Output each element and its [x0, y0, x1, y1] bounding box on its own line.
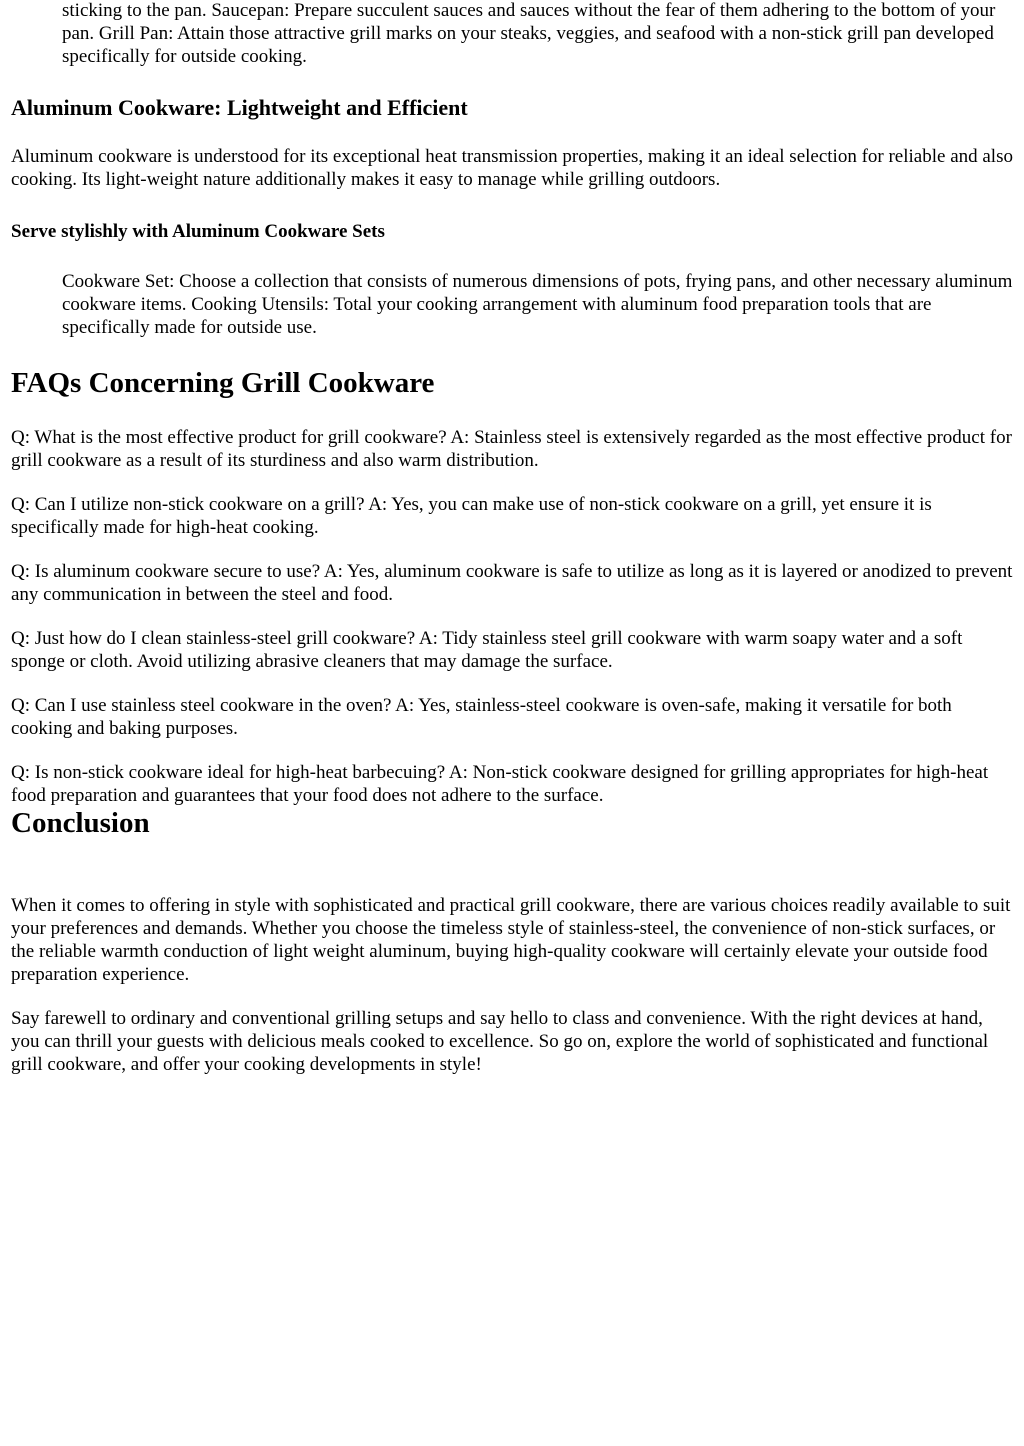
faq-item: Q: Can I utilize non-stick cookware on a grill? A: Yes, you can make use of non-stick cookware on a grill, yet ensure it is specifically made for high-heat cooking. — [11, 494, 932, 538]
faq-item: Q: Is non-stick cookware ideal for high-heat barbecuing? A: Non-stick cookware designed for grilling appropriates for high-heat food preparation and guarantees that your food does not adhere to the surface. — [11, 762, 989, 806]
faq-item: Q: Just how do I clean stainless-steel grill cookware? A: Tidy stainless steel grill cookware with warm soapy water and a soft sponge or cloth. Avoid utilizing abrasive cleaners that may damage the surface. — [11, 628, 963, 672]
aluminum-paragraph: Aluminum cookware is understood for its exceptional heat transmission properties, making it an ideal selection for reliable and also cooking. Its light-weight nature additionally makes it easy to manage while grilling outdoors. — [11, 146, 1013, 190]
aluminum-sets-heading: Serve stylishly with Aluminum Cookware Sets — [11, 221, 385, 242]
cookware-types-quote: sticking to the pan. Saucepan: Prepare succulent sauces and sauces without the fear of them adhering to the bottom of your pan. Grill Pan: Attain those attractive grill marks on your steaks, veggies, and seafood with a non-stick grill pan developed specifically for outside cooking. — [62, 0, 996, 67]
faq-item: Q: What is the most effective product for grill cookware? A: Stainless steel is extensively regarded as the most effective product for grill cookware as a result of its sturdiness and also warm distribution. — [11, 427, 1012, 471]
aluminum-sets-quote: Cookware Set: Choose a collection that consists of numerous dimensions of pots, frying pans, and other necessary aluminum cookware items. Cooking Utensils: Total your cooking arrangement with aluminum food preparation tools that are specifically made for outside use. — [62, 271, 1013, 338]
conclusion-paragraph: When it comes to offering in style with sophisticated and practical grill cookware, there are various choices readily available to suit your preferences and demands. Whether you choose the timeless style of stainless-steel, the convenience of non-stick surfaces, or the reliable warmth conduction of light weight aluminum, buying high-quality cookware will certainly elevate your outside food preparation experience. — [11, 895, 1011, 985]
faq-item: Q: Is aluminum cookware secure to use? A: Yes, aluminum cookware is safe to utilize as long as it is layered or anodized to prevent any communication in between the steel and food. — [11, 561, 1013, 605]
conclusion-paragraph: Say farewell to ordinary and conventional grilling setups and say hello to class and convenience. With the right devices at hand, you can thrill your guests with delicious meals cooked to excellence. So go on, explore the world of sophisticated and functional grill cookware, and offer your cooking developments in style! — [11, 1008, 989, 1075]
faq-item: Q: Can I use stainless steel cookware in the oven? A: Yes, stainless-steel cookware is oven-safe, making it versatile for both cooking and baking purposes. — [11, 695, 952, 739]
faq-heading: FAQs Concerning Grill Cookware — [11, 367, 435, 399]
conclusion-heading: Conclusion — [11, 807, 150, 839]
aluminum-heading: Aluminum Cookware: Lightweight and Efficient — [11, 95, 468, 120]
